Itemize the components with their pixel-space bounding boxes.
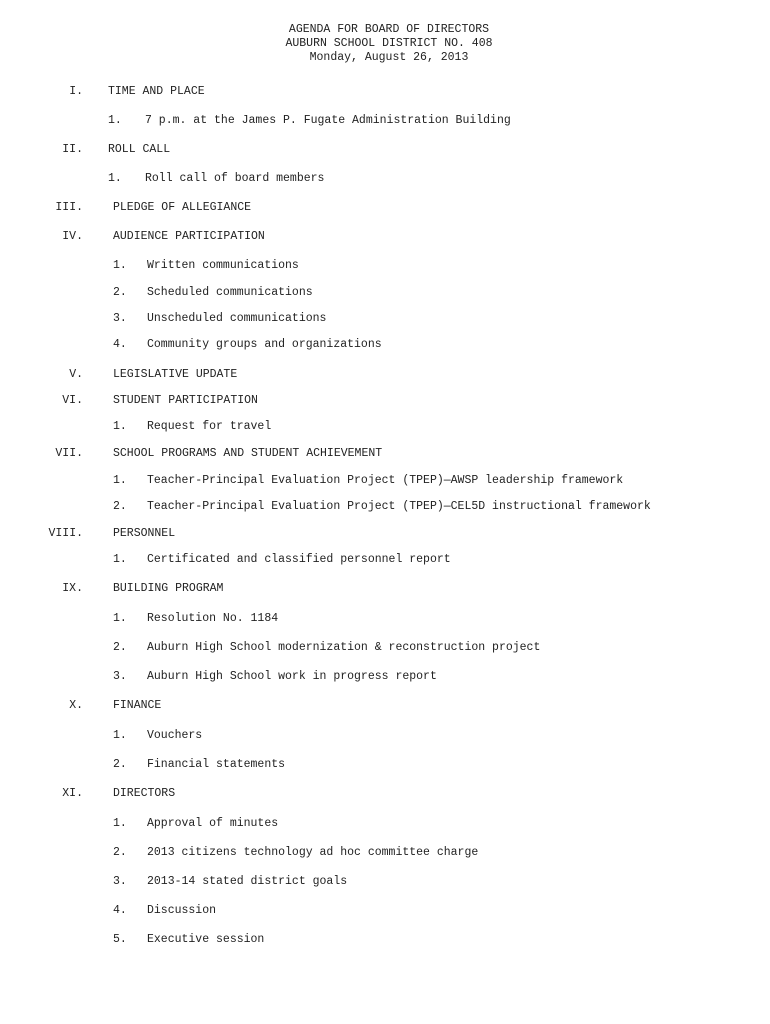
- section-numeral: IV.: [62, 230, 83, 243]
- agenda-title: AGENDA FOR BOARD OF DIRECTORS: [288, 23, 490, 36]
- item-number: 1.: [113, 553, 127, 566]
- section-numeral: X.: [69, 699, 83, 712]
- section-numeral: II.: [62, 143, 83, 156]
- section-numeral: VII.: [55, 447, 83, 460]
- item-number: 3.: [113, 312, 127, 325]
- item-text: Financial statements: [147, 758, 286, 771]
- item-number: 3.: [113, 670, 127, 683]
- item-number: 1.: [113, 474, 127, 487]
- section-title: LEGISLATIVE UPDATE: [113, 368, 238, 381]
- item-text: Unscheduled communications: [147, 312, 327, 325]
- item-number: 4.: [113, 904, 127, 917]
- item-number: 2.: [113, 846, 127, 859]
- section-numeral: IX.: [62, 582, 83, 595]
- meeting-date: Monday, August 26, 2013: [309, 51, 469, 64]
- item-number: 2.: [113, 758, 127, 771]
- section-numeral: I.: [69, 85, 83, 98]
- item-number: 4.: [113, 338, 127, 351]
- section-title: ROLL CALL: [108, 143, 171, 156]
- item-number: 1.: [113, 729, 127, 742]
- section-title: PERSONNEL: [113, 527, 176, 540]
- item-text: Vouchers: [147, 729, 203, 742]
- district-name: AUBURN SCHOOL DISTRICT NO. 408: [285, 37, 493, 50]
- section-numeral: VI.: [62, 394, 83, 407]
- section-numeral: III.: [55, 201, 83, 214]
- item-text: Approval of minutes: [147, 817, 279, 830]
- item-number: 1.: [113, 259, 127, 272]
- item-number: 2.: [113, 286, 127, 299]
- item-text: 2013 citizens technology ad hoc committee charge: [147, 846, 479, 859]
- section-title: SCHOOL PROGRAMS AND STUDENT ACHIEVEMENT: [113, 447, 383, 460]
- item-number: 1.: [113, 817, 127, 830]
- section-title: PLEDGE OF ALLEGIANCE: [113, 201, 252, 214]
- item-number: 3.: [113, 875, 127, 888]
- item-number: 1.: [113, 420, 127, 433]
- item-text: Resolution No. 1184: [147, 612, 279, 625]
- item-number: 2.: [113, 641, 127, 654]
- section-title: DIRECTORS: [113, 787, 176, 800]
- item-number: 1.: [108, 172, 122, 185]
- item-text: Request for travel: [147, 420, 272, 433]
- section-title: TIME AND PLACE: [108, 85, 205, 98]
- item-number: 1.: [113, 612, 127, 625]
- item-text: Scheduled communications: [147, 286, 313, 299]
- item-number: 1.: [108, 114, 122, 127]
- item-text: Roll call of board members: [145, 172, 325, 185]
- item-number: 2.: [113, 500, 127, 513]
- section-numeral: V.: [69, 368, 83, 381]
- item-text: 7 p.m. at the James P. Fugate Administration Building: [145, 114, 511, 127]
- item-text: Auburn High School work in progress report: [147, 670, 437, 683]
- item-number: 5.: [113, 933, 127, 946]
- item-text: Teacher-Principal Evaluation Project (TPEP)—CEL5D instructional framework: [147, 500, 651, 513]
- item-text: Written communications: [147, 259, 299, 272]
- section-numeral: XI.: [62, 787, 83, 800]
- item-text: Certificated and classified personnel report: [147, 553, 451, 566]
- item-text: 2013-14 stated district goals: [147, 875, 348, 888]
- item-text: Executive session: [147, 933, 265, 946]
- item-text: Teacher-Principal Evaluation Project (TPEP)—AWSP leadership framework: [147, 474, 624, 487]
- section-title: AUDIENCE PARTICIPATION: [113, 230, 265, 243]
- item-text: Auburn High School modernization & reconstruction project: [147, 641, 541, 654]
- section-title: STUDENT PARTICIPATION: [113, 394, 258, 407]
- section-title: BUILDING PROGRAM: [113, 582, 224, 595]
- item-text: Community groups and organizations: [147, 338, 382, 351]
- section-title: FINANCE: [113, 699, 162, 712]
- section-numeral: VIII.: [48, 527, 83, 540]
- item-text: Discussion: [147, 904, 217, 917]
